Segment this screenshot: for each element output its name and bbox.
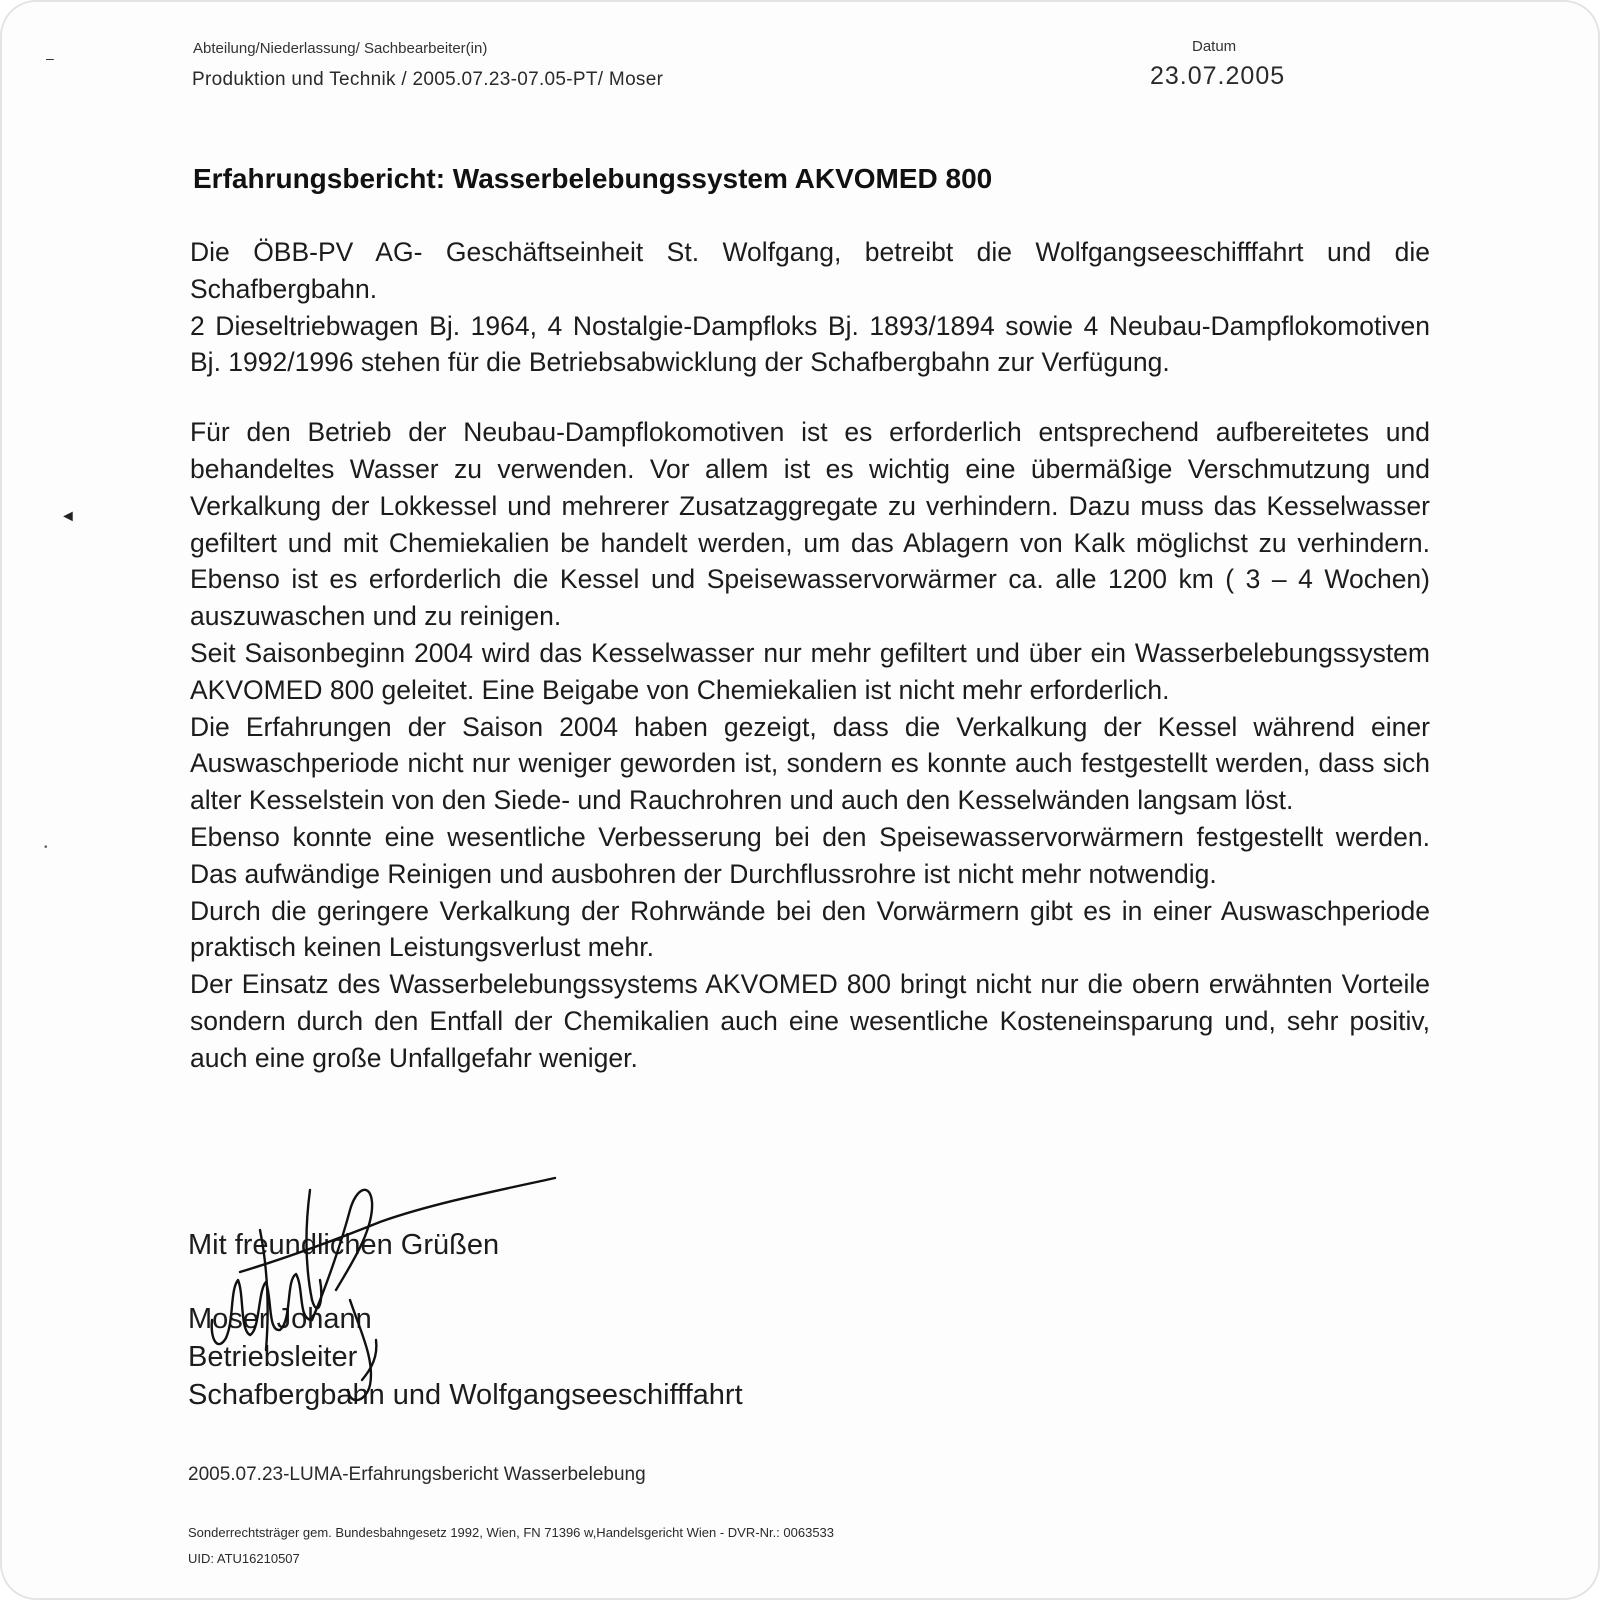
paragraph: Durch die geringere Verkalkung der Rohrwände bei den Vorwärmern gibt es in einer Auswaschperiode praktisch keinen Leistungsverlust mehr. — [190, 895, 1430, 963]
paragraph: Seit Saisonbeginn 2004 wird das Kesselwasser nur mehr gefiltert und über ein Wasserbelebungssystem AKVOMED 800 geleitet. Eine Beigabe von Chemiekalien ist nicht mehr erforderlich. — [190, 637, 1430, 705]
legal-notice — [188, 1520, 834, 1572]
date-label: Datum — [1192, 38, 1237, 55]
scan-arrow-mark: ◄ — [60, 508, 76, 525]
paragraph: Für den Betrieb der Neubau-Dampflokomotiven ist es erforderlich entsprechend aufbereitetes und behandeltes Wasser zu verwenden. Vor allem ist es wichtig eine übermäßige Verschmutzung und Verkalkung der Lokkessel und mehrerer Zusatzaggregate zu verhindern. Dazu muss das Kesselwasser gefiltert und mit Chemiekalien be handelt werden, um das Ablagern von Kalk möglichst zu verhindern. Ebenso ist es erforderlich die Kessel und Speisewasservorwärmer ca. alle 1200 km ( 3 – 4 Wochen) auszuwaschen und zu reinigen. — [190, 417, 1430, 632]
signer-organization: Schafbergbahn und Wolfgangseeschifffahrt — [188, 1379, 743, 1411]
uid-line: UID: ATU16210507 — [188, 1551, 300, 1566]
paragraph: Die Erfahrungen der Saison 2004 haben gezeigt, dass die Verkalkung der Kessel während einer Auswaschperiode nicht nur weniger geworden ist, sondern es konnte auch festgestellt werden, dass sich alter Kesselstein von den Siede- und Rauchrohren und auch den Kesselwänden langsam löst. — [190, 711, 1430, 816]
paragraph-gap — [190, 381, 1430, 414]
report-body — [190, 234, 1430, 1077]
footer-reference: 2005.07.23-LUMA-Erfahrungsbericht Wasserbelebung — [188, 1464, 646, 1485]
paragraph: 2 Dieseltriebwagen Bj. 1964, 4 Nostalgie-Dampfloks Bj. 1893/1894 sowie 4 Neubau-Dampflokomotiven Bj. 1992/1996 stehen für die Betriebsabwicklung der Schafbergbahn zur Verfügung. — [190, 310, 1430, 378]
handwritten-signature — [200, 1170, 560, 1420]
legal-line: Sonderrechtsträger gem. Bundesbahngesetz 1992, Wien, FN 71396 w,Handelsgericht Wien - DVR-Nr.: 0063533 — [188, 1525, 835, 1540]
department-value: Produktion und Technik / 2005.07.23-07.05-PT/ Moser — [192, 69, 664, 90]
paragraph: Ebenso konnte eine wesentliche Verbesserung bei den Speisewasservorwärmern festgestellt werden. Das aufwändige Reinigen und ausbohren der Durchflussrohre ist nicht mehr notwendig. — [190, 821, 1430, 889]
scan-dash-mark: – — [46, 50, 54, 66]
department-label: Abteilung/Niederlassung/ Sachbearbeiter(in) — [193, 40, 488, 57]
paragraph: Die ÖBB-PV AG- Geschäftseinheit St. Wolfgang, betreibt die Wolfgangseeschifffahrt und die Schafbergbahn. — [190, 237, 1430, 304]
scan-dot-mark: • — [44, 842, 48, 853]
paragraph: Der Einsatz des Wasserbelebungssystems AKVOMED 800 bringt nicht nur die obern erwähnten Vorteile sondern durch den Entfall der Chemikalien auch eine wesentliche Kosteneinsparung und, sehr positiv, auch eine große Unfallgefahr weniger. — [190, 969, 1430, 1073]
closing-greeting: Mit freundlichen Grüßen — [188, 1229, 500, 1261]
report-title: Erfahrungsbericht: Wasserbelebungssystem AKVOMED 800 — [193, 163, 993, 194]
date-value: 23.07.2005 — [1150, 62, 1286, 90]
signer-role: Betriebsleiter — [188, 1341, 358, 1373]
signer-name: Moser Johann — [188, 1303, 372, 1335]
